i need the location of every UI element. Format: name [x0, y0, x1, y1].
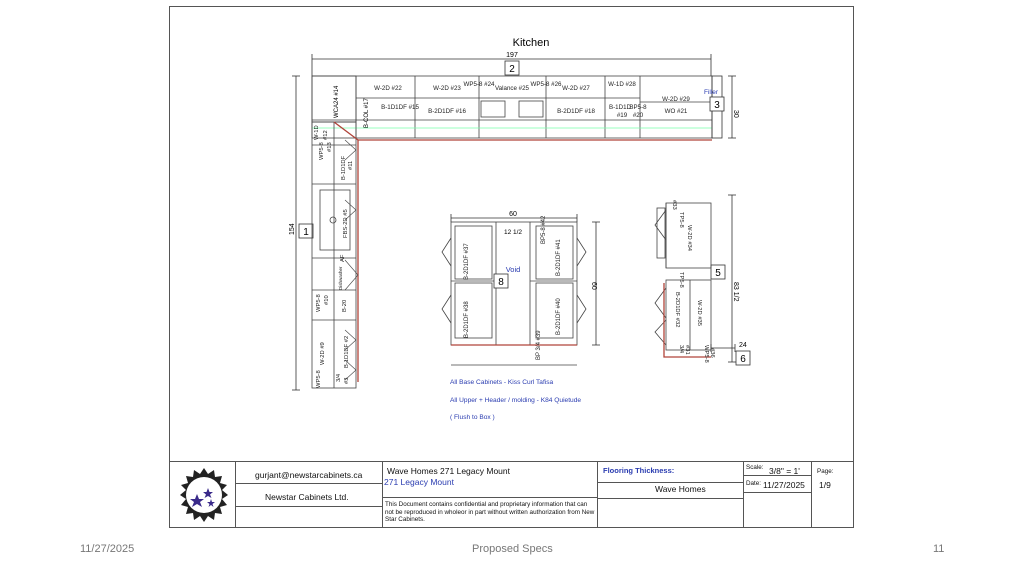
cabinet-label: #13 — [327, 142, 333, 152]
dim-right-run: 83 1/2 — [732, 282, 739, 302]
cabinet-label: B-1D1DF #2 — [344, 335, 350, 368]
cabinet-label: WP5-8 #24 — [463, 81, 495, 88]
cabinet-label: W-2D #22 — [374, 85, 402, 92]
dim-island-gap: 12 1/2 — [503, 229, 523, 236]
dim-left-height: 154 — [289, 223, 296, 235]
wall-marker-6-label: 6 — [740, 354, 746, 365]
cabinet-label: B-2D1DF #16 — [428, 108, 466, 115]
scale-label: Scale: — [746, 464, 764, 471]
cabinet-label: W-2D #34 — [686, 225, 692, 251]
cabinet-label: W-2D #27 — [562, 85, 590, 92]
title-block — [169, 461, 854, 528]
dim-island-width: 60 — [509, 211, 517, 218]
cabinet-label: B-2D1DF #32 — [674, 292, 680, 328]
flooring-label: Flooring Thickness: — [603, 466, 675, 475]
company-email: gurjant@newstarcabinets.ca — [255, 470, 363, 480]
cabinet-label: B-2D1DF #18 — [557, 108, 595, 115]
drawing-title: Kitchen — [512, 37, 550, 49]
scale-value: 3/8" = 1' — [769, 466, 800, 476]
date-value: 11/27/2025 — [763, 480, 805, 490]
cabinet-label: 3/4 — [678, 345, 684, 354]
page-label: Page: — [817, 468, 834, 475]
cabinet-label: W-2D #23 — [433, 85, 461, 92]
cabinet-label: #33 — [671, 200, 677, 210]
cabinet-label: WO #21 — [664, 108, 688, 115]
cabinet-label: B-1D1D — [608, 104, 632, 111]
wall-marker-2-label: 2 — [509, 64, 515, 75]
cabinet-label: #19 — [616, 112, 628, 119]
cabinet-label: AF — [340, 254, 346, 262]
cabinet-label: FBS-2D #5 — [343, 209, 349, 238]
cabinet-label: W-1D #28 — [608, 81, 636, 88]
wall-marker-1-label: 1 — [303, 227, 309, 238]
cabinet-label: W-1D — [314, 125, 320, 140]
wall-marker-5-label: 5 — [715, 268, 721, 279]
client-name: Wave Homes — [655, 484, 706, 494]
cabinet-label: B-20 — [342, 299, 348, 312]
corner-label: B-COL #17 — [364, 98, 370, 128]
confidentiality-notice: This Document contains confidential and proprietary information that can not be reproduced in wholeor in part without written authorization from New Star Cabinets. — [385, 501, 595, 523]
cabinet-label: BP 3/4 #39 — [536, 330, 542, 360]
cabinet-label: #20 — [632, 112, 644, 119]
cabinet-label: B-2D1DF #38 — [464, 301, 470, 338]
date-label: Date: — [746, 480, 762, 487]
cabinet-label: WP5-8 #26 — [530, 81, 562, 88]
cabinet-label: 3/4 — [336, 373, 342, 382]
company-name: Newstar Cabinets Ltd. — [265, 492, 349, 502]
slide-footer-title: Proposed Specs — [472, 543, 553, 555]
dim-island-depth: 60 — [590, 282, 597, 290]
cabinet-label: #12 — [323, 130, 329, 140]
cabinet-label: #3 — [344, 377, 350, 384]
cabinet-label: WP5-8 — [316, 294, 322, 312]
cabinet-label: TP5-8 — [678, 212, 684, 228]
cabinet-label: #10 — [324, 295, 330, 305]
cabinet-label: WP5-8 — [319, 142, 325, 160]
note-flush: ( Flush to Box ) — [450, 414, 495, 421]
wall-marker-3-label: 3 — [714, 100, 720, 111]
cabinet-label: B-2D1DF #40 — [556, 298, 562, 335]
project-name: Wave Homes 271 Legacy Mount — [387, 466, 510, 476]
page-value: 1/9 — [819, 480, 831, 490]
cabinet-label: #31 — [684, 345, 690, 355]
note-base-cabinets: All Base Cabinets - Kiss Curl Tafisa — [450, 379, 554, 386]
cabinet-label: WP5-8 — [316, 370, 322, 388]
project-link[interactable]: 271 Legacy Mount — [384, 477, 454, 487]
note-upper-cabinets: All Upper + Header / molding - K84 Quietude — [450, 397, 582, 404]
filler-label: Filler — [704, 89, 719, 96]
cabinet-label: #36 — [709, 348, 715, 358]
island-void-label: Void — [505, 265, 521, 274]
island-marker-label: 8 — [498, 277, 504, 288]
cabinet-label: B-1D1DF #15 — [381, 104, 419, 111]
cabinet-label: B-2D1DF #37 — [464, 243, 470, 280]
cabinet-label: Valance #25 — [495, 85, 529, 92]
corner-label: WCA24 #14 — [334, 85, 340, 118]
slide-page-number: 11 — [933, 543, 945, 555]
cabinet-label: B-1D1DF — [341, 155, 347, 180]
cabinet-label: W-2D #35 — [696, 300, 702, 326]
cabinet-label: BP5-8 #42 — [541, 215, 547, 244]
cabinet-label: #11 — [348, 160, 354, 170]
cabinet-label: TP5-8 — [678, 272, 684, 288]
cabinet-label: WP5-8 — [703, 345, 709, 363]
company-logo — [177, 466, 231, 524]
dim-right-return: 24 — [739, 342, 747, 349]
slide-footer-date: 11/27/2025 — [80, 543, 135, 555]
cabinet-label: B-2D1DF #41 — [556, 239, 562, 276]
cabinet-label: Dishwasher — [338, 266, 343, 290]
dim-top-width: 197 — [506, 52, 518, 59]
cabinet-label: W-2D #9 — [320, 342, 326, 365]
dim-right-depth: 30 — [732, 110, 739, 118]
cabinet-label: W-2D #29 — [662, 96, 690, 103]
cabinet-label: BP5-8 — [629, 104, 647, 111]
